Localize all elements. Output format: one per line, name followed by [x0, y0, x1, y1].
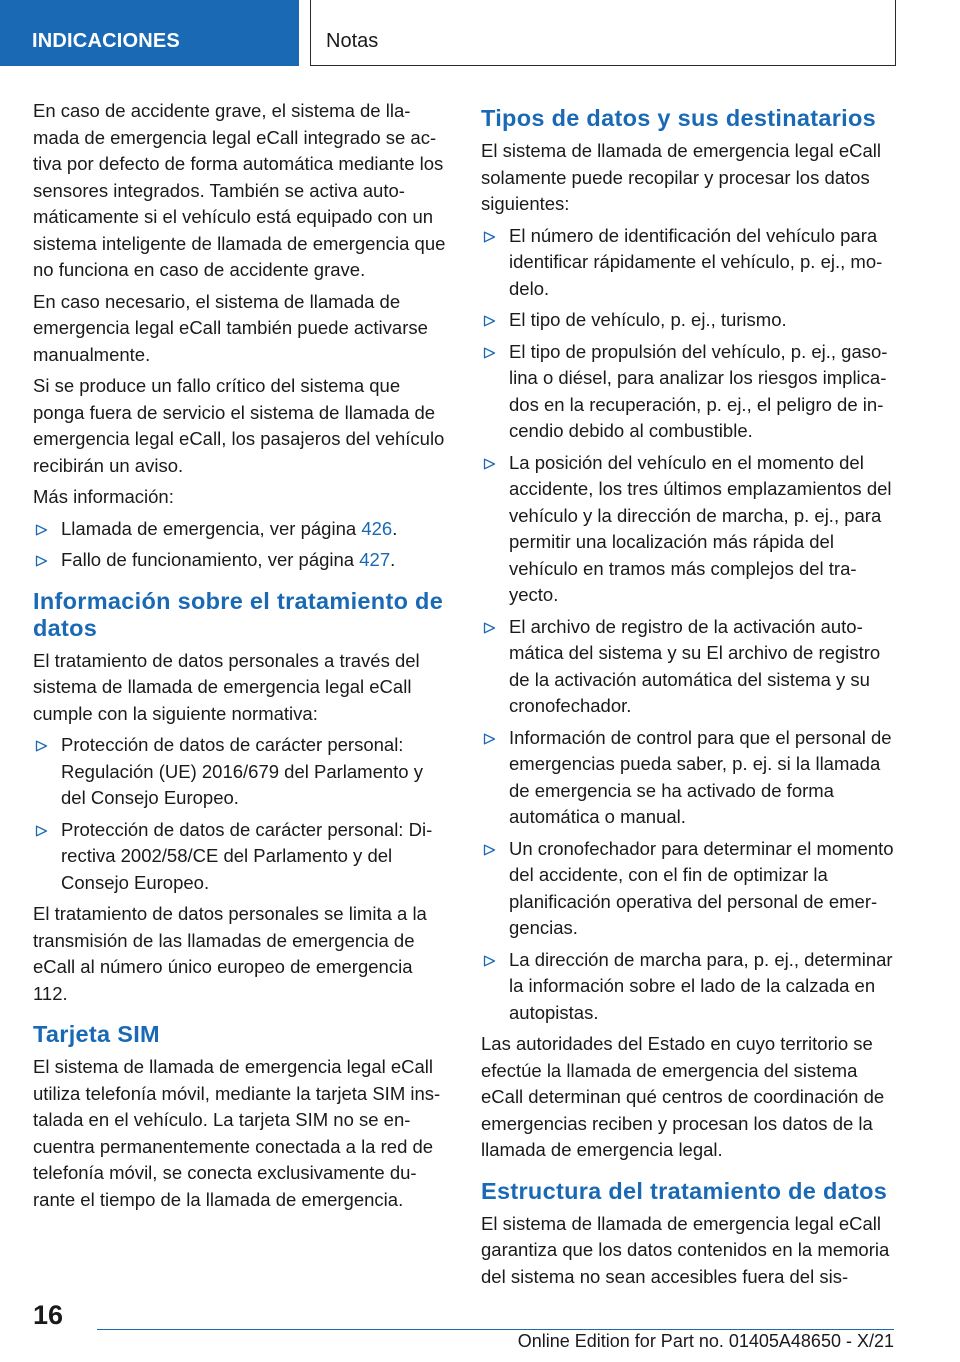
list-item-text: El archivo de registro de la activación automática del sistema y su El archivo de registro de la activación automática del sistema y su cronofechador.	[509, 615, 881, 716]
section-heading: Tarjeta SIM	[33, 1021, 160, 1047]
data-types-list	[481, 223, 899, 1027]
list-item	[481, 947, 899, 1027]
paragraph: El sistema de llamada de emergencia legal eCall solamente puede recopilar y procesar los datos siguientes:	[481, 140, 882, 214]
paragraph: El tratamiento de datos personales a través del sistema de llamada de emergencia legal eCall cumple con la siguiente normativa:	[33, 649, 420, 724]
list-item-text: Un cronofechador para determinar el momento del accidente, con el fin de optimizar la planificación operativa del personal de emergencias.	[509, 837, 894, 938]
bullet-triangle-icon	[483, 844, 496, 856]
list-item	[33, 516, 448, 543]
right-column	[481, 98, 899, 1295]
page-link[interactable]: 427	[359, 549, 391, 570]
paragraph: En caso de accidente grave, el sistema de llamada de emergencia legal eCall integrado se activa por defecto de forma automática mediante los sensores integrados. También se activa automáticamente si el vehículo está equipado con un sistema inteligente de llamada de emergencia que no funciona en caso de accidente grave.	[33, 100, 446, 280]
list-item	[481, 614, 899, 720]
paragraph: En caso necesario, el sistema de llamada de emergencia legal eCall también puede activarse manualmente.	[33, 290, 428, 365]
section-heading: Tipos de datos y sus destinatarios	[481, 105, 877, 131]
bullet-triangle-icon	[35, 524, 48, 536]
paragraph: El tratamiento de datos personales se limita a la transmisión de las llamadas de emergencia de eCall al número único europeo de emergencia 112.	[33, 903, 427, 1004]
bullet-triangle-icon	[483, 347, 496, 359]
bullet-triangle-icon	[35, 825, 48, 837]
list-item-text: El tipo de vehículo, p. ej., turismo.	[509, 309, 787, 330]
more-info-list	[33, 516, 448, 574]
section-heading: Estructura del tratamiento de datos	[481, 1177, 888, 1204]
list-item	[33, 547, 448, 574]
page-number: 16	[33, 1300, 64, 1330]
list-item-text: Fallo de funcionamiento, ver página 427.	[61, 549, 396, 570]
page-header	[0, 0, 960, 66]
list-item-text: Información de control para que el personal de emergencias pueda saber, p. ej. si la llamada de emergencia se ha activado de forma automática o manual.	[509, 726, 892, 827]
footer-divider	[97, 1329, 894, 1330]
paragraph: El sistema de llamada de emergencia legal eCall utiliza telefonía móvil, mediante la tarjeta SIM instalada en el vehículo. La tarjeta SIM no se encuentra permanentemente conectada a la red de telefonía móvil, se conecta exclusivamente durante el tiempo de la llamada de emergencia.	[33, 1056, 441, 1210]
list-item	[481, 836, 899, 942]
list-item	[481, 339, 899, 445]
norms-list	[33, 732, 448, 896]
bullet-triangle-icon	[483, 955, 496, 967]
paragraph: Las autoridades del Estado en cuyo territorio se efectúe la llamada de emergencia del sistema eCall determinan qué centros de coordinación de emergencias reciben y procesan los datos de la llamada de emergencia legal.	[481, 1033, 885, 1160]
list-item	[481, 223, 899, 303]
notes-box: Notas	[310, 0, 896, 66]
list-item-text: Protección de datos de carácter personal: Regulación (UE) 2016/679 del Parlamento y del Consejo Europeo.	[61, 734, 423, 808]
list-item	[481, 725, 899, 831]
bullet-triangle-icon	[483, 733, 496, 745]
bullet-triangle-icon	[35, 740, 48, 752]
list-item	[33, 817, 448, 897]
list-item	[481, 450, 899, 609]
bullet-triangle-icon	[483, 622, 496, 634]
paragraph: El sistema de llamada de emergencia legal eCall garantiza que los datos contenidos en la memoria del sistema no sean accesibles fuera del sis-	[481, 1212, 890, 1287]
bullet-triangle-icon	[35, 555, 48, 567]
list-item-text: Llamada de emergencia, ver página 426.	[61, 517, 398, 539]
page-link[interactable]: 426	[361, 517, 393, 539]
list-item	[481, 307, 899, 334]
list-item-text: Protección de datos de carácter personal: Directiva 2002/58/CE del Parlamento y del Consejo Europeo.	[61, 818, 433, 893]
bullet-triangle-icon	[483, 458, 496, 470]
list-item-text: La posición del vehículo en el momento del accidente, los tres últimos emplazamientos del vehículo y la dirección de marcha, p. ej., para permitir una localización más rápida del vehículo en tramos más complejos del trayecto.	[509, 451, 892, 605]
paragraph: Si se produce un fallo crítico del sistema que ponga fuera de servicio el sistema de llamada de emergencia legal eCall, los pasajeros del vehículo recibirán un aviso.	[33, 375, 445, 476]
bullet-triangle-icon	[483, 315, 496, 327]
list-item-text: El número de identificación del vehículo para identificar rápidamente el vehículo, p. ej., modelo.	[509, 224, 883, 299]
section-heading: Información sobre el tratamiento de datos	[33, 587, 444, 641]
list-item-text: La dirección de marcha para, p. ej., determinar la información sobre el lado de la calzada en autopistas.	[509, 948, 893, 1023]
section-tab: INDICACIONES	[0, 0, 299, 66]
paragraph: Más información:	[33, 486, 174, 507]
bullet-triangle-icon	[483, 231, 496, 243]
left-column	[33, 98, 448, 1218]
list-item	[33, 732, 448, 812]
edition-footer: Online Edition for Part no. 01405A48650 - X/21	[517, 1331, 894, 1351]
list-item-text: El tipo de propulsión del vehículo, p. ej., gasolina o diésel, para analizar los riesgos implicados en la recuperación, p. ej., el peligro de incendio debido al combustible.	[509, 340, 888, 441]
